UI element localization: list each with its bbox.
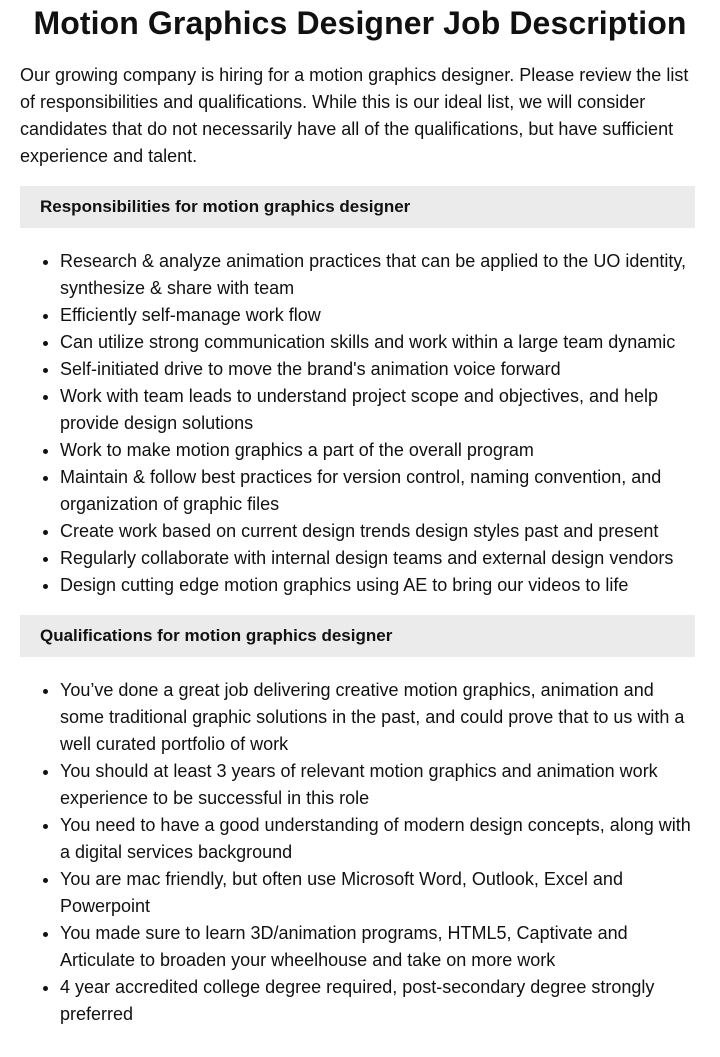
list-item: • Efficiently self-manage work flow bbox=[60, 302, 695, 329]
list-item: • You’ve done a great job delivering creative motion graphics, animation and some traditional graphic solutions in the past, and could prove that to us with a well curated portfolio of work bbox=[60, 677, 695, 758]
list-item: • Design cutting edge motion graphics using AE to bring our videos to life bbox=[60, 572, 695, 599]
list-item: • 4 year accredited college degree required, post-secondary degree strongly preferred bbox=[60, 974, 695, 1028]
list-item: • Work to make motion graphics a part of the overall program bbox=[60, 437, 695, 464]
responsibilities-heading: Responsibilities for motion graphics designer bbox=[20, 186, 695, 228]
list-item: • You should at least 3 years of relevant motion graphics and animation work experience to be successful in this role bbox=[60, 758, 695, 812]
qualifications-list bbox=[20, 677, 695, 1028]
list-item: • Research & analyze animation practices that can be applied to the UO identity, synthesize & share with team bbox=[60, 248, 695, 302]
list-item: • Can utilize strong communication skills and work within a large team dynamic bbox=[60, 329, 695, 356]
intro-paragraph: Our growing company is hiring for a motion graphics designer. Please review the list of responsibilities and qualifications. While this is our ideal list, we will consider candidates that do not necessarily have all of the qualifications, but have sufficient experience and talent. bbox=[20, 65, 689, 166]
list-item: • Regularly collaborate with internal design teams and external design vendors bbox=[60, 545, 695, 572]
list-item: • Create work based on current design trends design styles past and present bbox=[60, 518, 695, 545]
list-item: • You made sure to learn 3D/animation programs, HTML5, Captivate and Articulate to broaden your wheelhouse and take on more work bbox=[60, 920, 695, 974]
list-item: • Maintain & follow best practices for version control, naming convention, and organization of graphic files bbox=[60, 464, 695, 518]
list-item: • You need to have a good understanding of modern design concepts, along with a digital services background bbox=[60, 812, 695, 866]
page-title: Motion Graphics Designer Job Description bbox=[33, 5, 687, 41]
responsibilities-list bbox=[20, 248, 695, 599]
list-item: • Self-initiated drive to move the brand's animation voice forward bbox=[60, 356, 695, 383]
qualifications-heading: Qualifications for motion graphics designer bbox=[20, 615, 695, 657]
list-item: • You are mac friendly, but often use Microsoft Word, Outlook, Excel and Powerpoint bbox=[60, 866, 695, 920]
list-item: • Work with team leads to understand project scope and objectives, and help provide design solutions bbox=[60, 383, 695, 437]
